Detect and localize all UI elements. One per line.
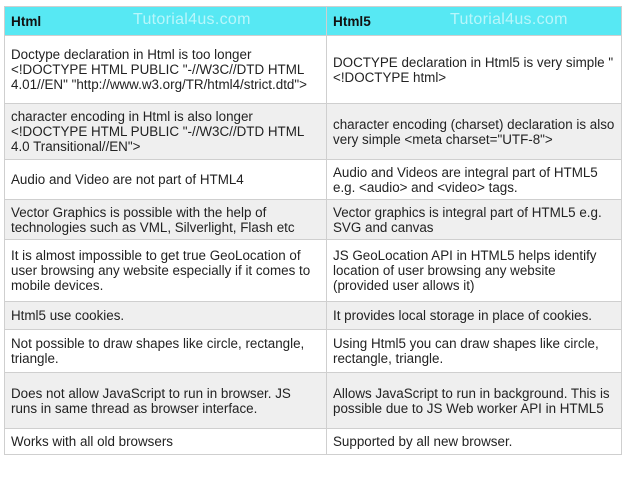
table-row	[5, 104, 622, 160]
html-cell: character encoding in Html is also longer <!DOCTYPE HTML PUBLIC "-//W3C//DTD HTML 4.0 Transitional//EN">	[5, 104, 327, 160]
html5-cell: DOCTYPE declaration in Html5 is very simple "<!DOCTYPE html>	[327, 36, 622, 104]
html5-cell: character encoding (charset) declaration is also very simple <meta charset="UTF-8">	[327, 104, 622, 160]
html-cell: Html5 use cookies.	[5, 302, 327, 330]
watermark-text: Tutorial4us.com	[450, 11, 568, 28]
html-cell: Not possible to draw shapes like circle, rectangle, triangle.	[5, 330, 327, 373]
html5-cell: Vector graphics is integral part of HTML5 e.g. SVG and canvas	[327, 200, 622, 240]
watermark-text: Tutorial4us.com	[133, 11, 251, 28]
table-row	[5, 240, 622, 302]
html5-cell: Using Html5 you can draw shapes like circle, rectangle, triangle.	[327, 330, 622, 373]
table-row	[5, 330, 622, 373]
html5-cell: Audio and Videos are integral part of HTML5 e.g. <audio> and <video> tags.	[327, 160, 622, 200]
table-header-row	[5, 7, 622, 36]
html-cell: Vector Graphics is possible with the help of technologies such as VML, Silverlight, Flash etc	[5, 200, 327, 240]
table-row	[5, 302, 622, 330]
html-cell: Doctype declaration in Html is too longer <!DOCTYPE HTML PUBLIC "-//W3C//DTD HTML 4.01//EN" "http://www.w3.org/TR/html4/strict.dtd">	[5, 36, 327, 104]
table-row	[5, 373, 622, 429]
column-header-html-label: Html	[11, 13, 42, 29]
table-row	[5, 429, 622, 455]
html-cell: Works with all old browsers	[5, 429, 327, 455]
table-row	[5, 200, 622, 240]
html5-cell: It provides local storage in place of cookies.	[327, 302, 622, 330]
column-header-html	[5, 7, 327, 36]
table-row	[5, 36, 622, 104]
html5-cell: Allows JavaScript to run in background. This is possible due to JS Web worker API in HTML5	[327, 373, 622, 429]
column-header-html5-label: Html5	[333, 13, 371, 29]
comparison-table	[4, 6, 622, 455]
table-row	[5, 160, 622, 200]
html5-cell: Supported by all new browser.	[327, 429, 622, 455]
html-cell: It is almost impossible to get true GeoLocation of user browsing any website especially if it comes to mobile devices.	[5, 240, 327, 302]
html-cell: Does not allow JavaScript to run in browser. JS runs in same thread as browser interface.	[5, 373, 327, 429]
html5-cell: JS GeoLocation API in HTML5 helps identify location of user browsing any website (provided user allows it)	[327, 240, 622, 302]
column-header-html5	[327, 7, 622, 36]
html-cell: Audio and Video are not part of HTML4	[5, 160, 327, 200]
